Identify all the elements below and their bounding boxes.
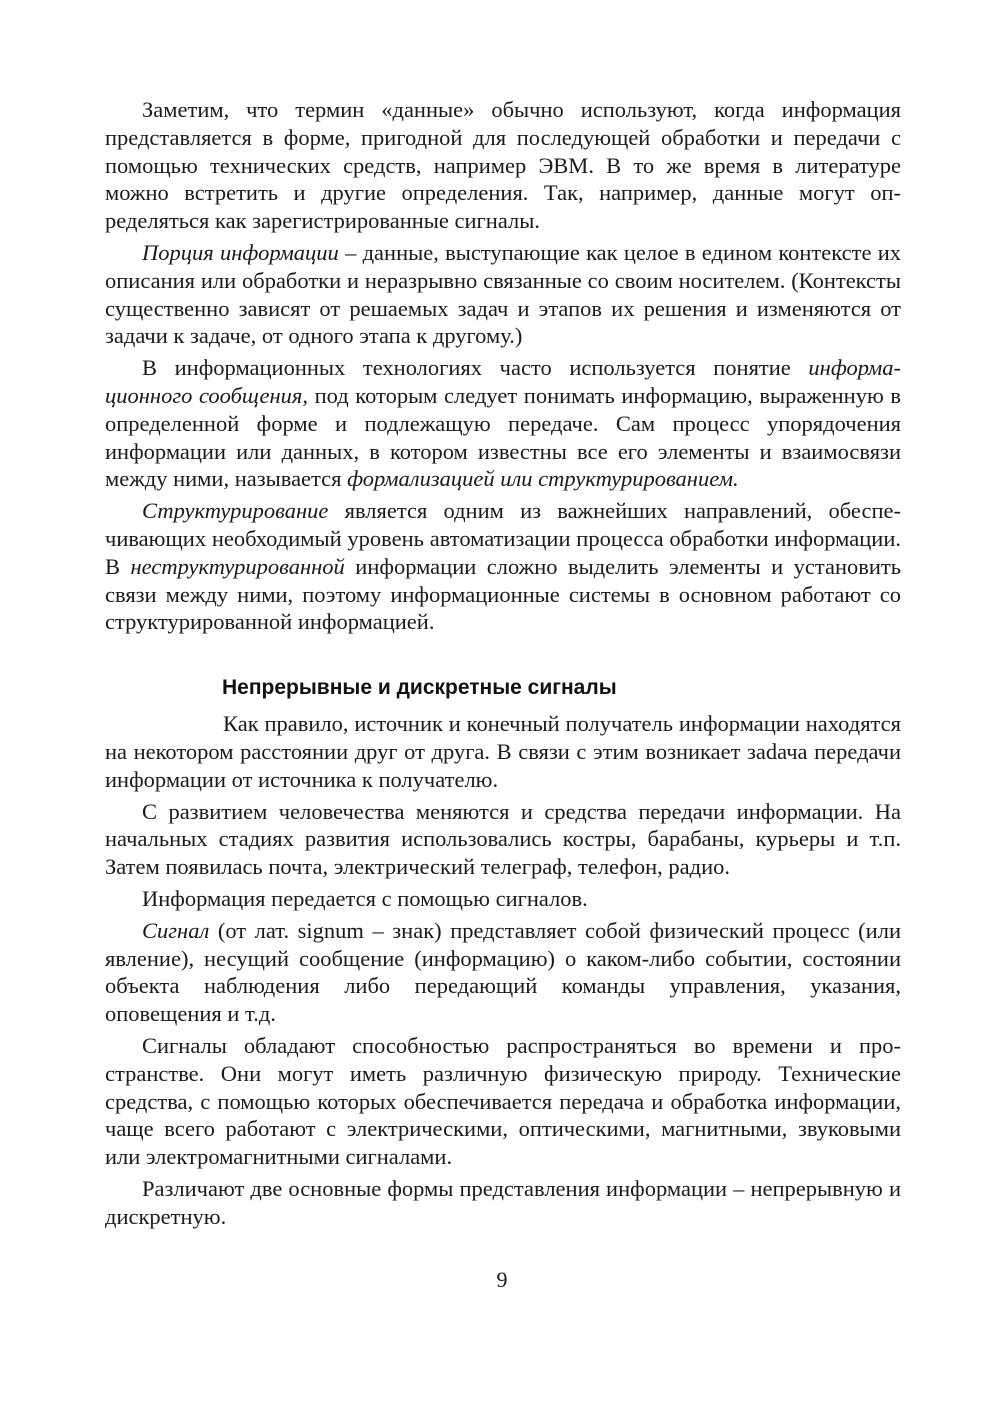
paragraph-text: С развитием человечества меняются и средства передачи информации. На начальных стадиях развития использовались костры, барабаны, курьеры и т.п. Затем появилась почта, электрический телеграф, телефон, радио. xyxy=(105,798,901,880)
page-body xyxy=(105,96,901,1234)
paragraph xyxy=(105,917,901,1028)
italic-term: формализацией или структурированием. xyxy=(347,466,739,492)
paragraph-text: Сигналы обладают способностью распространяться во времени и пространстве. Они могут иметь различную физическую природу. Технические средства, с помощью которых обеспечивается передача и обработка информации, чаще всего работают с электрическими, оптическими, магнитными, звуковыми или электромагнитными сигналами. xyxy=(105,1032,901,1170)
text-block-bottom xyxy=(105,710,901,1230)
italic-term: информационного сообщения, xyxy=(105,355,901,408)
paragraph xyxy=(105,1032,901,1171)
section-heading: Непрерывные и дискретные сигналы xyxy=(222,676,617,700)
paragraph-text: Информация передается с помощью сигналов. xyxy=(142,885,588,911)
paragraph-text: – данные, выступающие как целое в едином контексте их описания или обработки и неразрывно связанные со своим носителем. (Контексты существенно зависят от решаемых задач и этапов их решения и изменяются от задачи к задаче, от одного этапа к другому.) xyxy=(105,239,901,349)
paragraph-text: В информационных технологиях часто используется понятие xyxy=(142,355,809,381)
paragraph xyxy=(105,1175,901,1231)
paragraph xyxy=(105,798,901,881)
paragraph-text: информации сложно выделить элементы и установить связи между ними, поэтому информационные системы в основном работают со структурированной информацией. xyxy=(105,553,901,635)
paragraph-text: под которым следует понимать информацию, выраженную в определенной форме и подлежащую передаче. Сам процесс упорядочения информации или данных, в котором известны все его элементы и взаимосвязи между ними, называется xyxy=(105,382,901,492)
italic-term: Порция информации xyxy=(142,239,339,265)
paragraph xyxy=(105,885,901,913)
paragraph-text: Заметим, что термин «данные» обычно используют, когда информация представляется в форме, пригодной для последующей обработки и передачи с помощью технических средств, например ЭВМ. В то же время в литературе можно встретить и другие определения. Так, например, данные могут определяться как зарегистрированные сигналы. xyxy=(105,97,901,234)
text-block-top xyxy=(105,96,901,636)
paragraph-text: является одним из важнейших направлений, обеспечивающих необходимый уровень автоматизации процесса обработки информации. В xyxy=(105,498,901,579)
italic-term: Структурирование xyxy=(142,498,329,524)
paragraph xyxy=(105,710,901,793)
paragraph xyxy=(105,354,901,493)
italic-term: Сигнал xyxy=(142,917,210,943)
paragraph xyxy=(105,96,901,235)
paragraph xyxy=(105,239,901,350)
paragraph-text: Как правило, источник и конечный получатель информации находятся на некотором расстоянии друг от друга. В связи с этим возникает заdача передачи информации от источника к получателю. xyxy=(105,711,901,792)
page-number: 9 xyxy=(496,1267,508,1292)
paragraph-text: (от лат. signum – знак) представляет собой физический процесс (или явление), несущий сообщение (информацию) о каком-либо событии, состоянии объекта наблюдения либо передающий команды управления, указания, оповещения и т.д. xyxy=(105,917,901,1027)
italic-term: неструктурированной xyxy=(130,553,345,579)
paragraph-text: Различают две основные формы представления информации – непрерывную и дискретную. xyxy=(105,1175,901,1229)
paragraph xyxy=(105,497,901,636)
